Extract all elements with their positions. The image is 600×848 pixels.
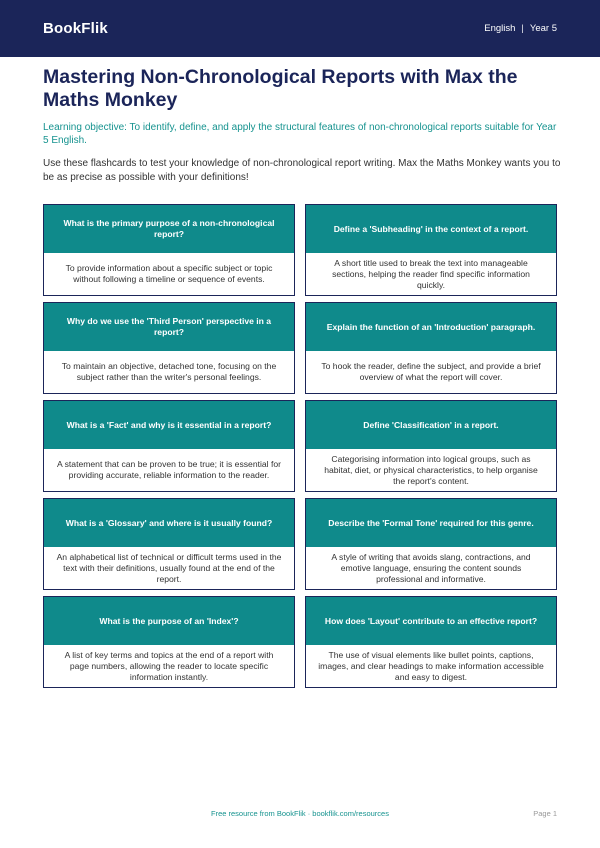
flashcard[interactable] [43, 302, 295, 394]
flashcard-question: What is a 'Glossary' and where is it usually found? [44, 499, 294, 547]
flashcard-question: What is the primary purpose of a non-chronological report? [44, 205, 294, 253]
year-label: Year 5 [529, 23, 557, 34]
intro-text: Use these flashcards to test your knowledge of non-chronological report writing. Max the Maths Monkey wants you to be as precise as possible with your definitions! [43, 158, 561, 183]
flashcard-answer: To hook the reader, define the subject, and provide a brief overview of what the report will cover. [321, 361, 541, 382]
flashcard[interactable] [43, 498, 295, 590]
footer-link[interactable]: Free resource from BookFlik · bookflik.com/resources [211, 809, 389, 818]
flashcard-answer: Categorising information into logical groups, such as habitat, diet, or physical characteristics, to help organise the report's content. [324, 453, 538, 486]
flashcard-answer: To provide information about a specific subject or topic without following a timeline or sequence of events. [65, 263, 273, 284]
flashcard-answer: An alphabetical list of technical or difficult terms used in the text with their definitions, usually found at the end of the report. [56, 551, 282, 584]
flashcard[interactable] [305, 596, 557, 688]
flashcard[interactable] [305, 498, 557, 590]
flashcard-answer: A list of key terms and topics at the end of a report with page numbers, allowing the reader to locate specific information instantly. [64, 649, 274, 682]
flashcard-question: How does 'Layout' contribute to an effective report? [306, 597, 556, 645]
flashcard-answer: The use of visual elements like bullet points, captions, images, and clear headings to make information accessible and easy to digest. [318, 649, 544, 682]
flashcard-question: Define a 'Subheading' in the context of a report. [306, 205, 556, 253]
flashcard-answer: A style of writing that avoids slang, contractions, and emotive language, ensuring the content sounds professional and informative. [331, 551, 531, 584]
flashcard-answer: A short title used to break the text into manageable sections, helping the reader find specific information quickly. [332, 257, 530, 290]
learning-objective: Learning objective: To identify, define, and apply the structural features of non-chronological reports suitable for Year 5 English. [43, 122, 557, 146]
flashcard-question: Define 'Classification' in a report. [306, 401, 556, 449]
flashcard[interactable] [43, 400, 295, 492]
header-meta [484, 23, 557, 34]
flashcard[interactable] [305, 204, 557, 296]
page-number: Page 1 [533, 809, 557, 818]
flashcard-question: What is a 'Fact' and why is it essential in a report? [44, 401, 294, 449]
flashcard-question: What is the purpose of an 'Index'? [44, 597, 294, 645]
subject-label: English [484, 23, 516, 34]
flashcard-answer: To maintain an objective, detached tone, focusing on the subject rather than the writer's personal feelings. [61, 361, 277, 382]
page-title: Mastering Non-Chronological Reports with Max the Maths Monkey [43, 66, 518, 111]
separator: | [521, 23, 524, 34]
flashcard-question: Why do we use the 'Third Person' perspective in a report? [44, 303, 294, 351]
flashcard-question: Explain the function of an 'Introduction' paragraph. [306, 303, 556, 351]
top-bar [0, 0, 600, 57]
flashcard-question: Describe the 'Formal Tone' required for this genre. [306, 499, 556, 547]
flashcard[interactable] [305, 400, 557, 492]
flashcard[interactable] [43, 596, 295, 688]
flashcard[interactable] [305, 302, 557, 394]
flashcard[interactable] [43, 204, 295, 296]
brand-logo[interactable]: BookFlik [43, 20, 108, 37]
flashcard-answer: A statement that can be proven to be true; it is essential for providing accurate, reliable information to the reader. [56, 459, 282, 480]
